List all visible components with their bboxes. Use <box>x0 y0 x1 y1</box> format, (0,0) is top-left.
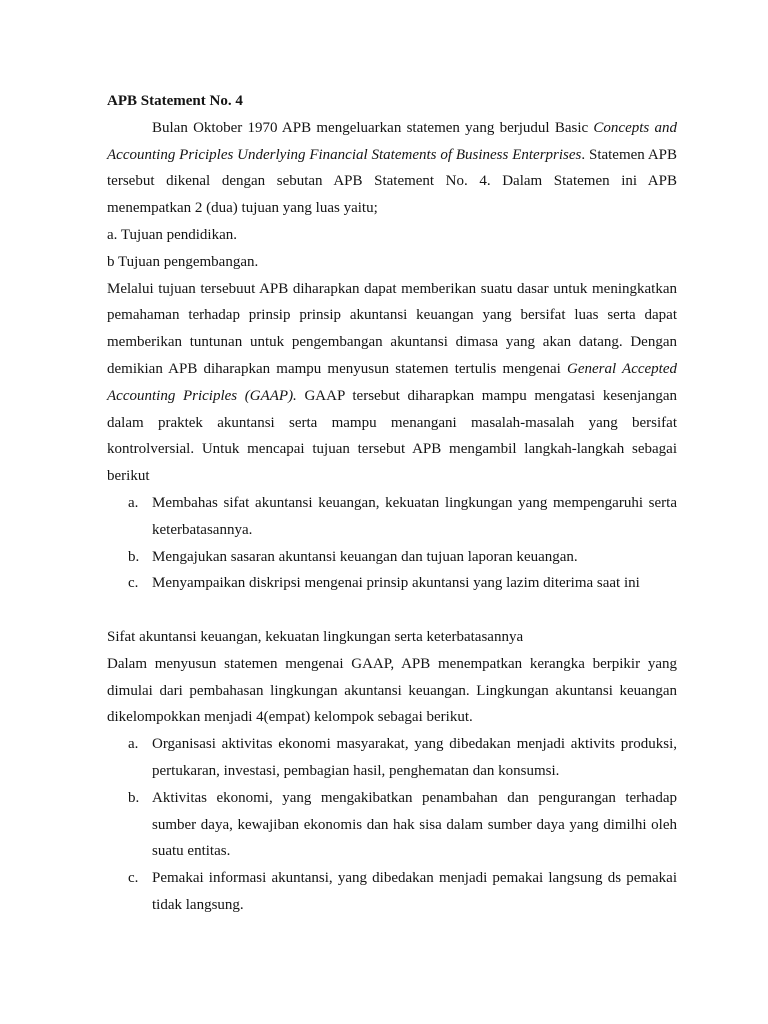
list-item <box>107 731 677 785</box>
goals-explanation-paragraph <box>107 276 677 490</box>
list-item-text: Mengajukan sasaran akuntansi keuangan dan tujuan laporan keuangan. <box>152 548 578 565</box>
list-item <box>107 785 677 865</box>
list-marker: b. <box>128 789 140 806</box>
section-paragraph: Dalam menyusun statemen mengenai GAAP, APB menempatkan kerangka berpikir yang dimulai dari pembahasan lingkungan akuntansi keuangan. Lingkungan akuntansi keuangan dikelompokkan menjadi 4(empat) kelompok sebagai berikut. <box>107 655 677 726</box>
list-item-text: Organisasi aktivitas ekonomi masyarakat, yang dibedakan menjadi aktivits produksi, pertukaran, investasi, pembagian hasil, penghematan dan konsumsi. <box>152 736 677 779</box>
goal-item: a. Tujuan pendidikan. <box>107 226 237 243</box>
list-marker: a. <box>128 736 139 753</box>
para2-text-after: GAAP tersebut diharapkan mampu mengatasi kesenjangan dalam praktek akuntansi serta mampu menangani masalah-masalah yang bersifat kontrolversial. Untuk mencapai tujuan tersebut APB mengambil langkah-langkah sebagai berikut <box>107 387 677 485</box>
list-item-text: Menyampaikan diskripsi mengenai prinsip akuntansi yang lazim diterima saat ini <box>152 575 640 592</box>
intro-text-after: . Statemen APB tersebut dikenal dengan sebutan APB Statement No. 4. Dalam Statemen ini APB menempatkan 2 (dua) tujuan yang luas yaitu; <box>107 146 677 217</box>
document-title: APB Statement No. 4 <box>107 93 243 109</box>
list-item <box>107 570 677 597</box>
list-marker: a. <box>128 494 139 511</box>
para2-text-before: Melalui tujuan tersebuut APB diharapkan dapat memberikan suatu dasar untuk meningkatkan pemahaman terhadap prinsip prinsip akuntansi keuangan yang bersifat luas serta dapat memberikan tuntunan untuk pengembangan akuntansi dimasa yang akan datang. Dengan demikian APB diharapkan mampu menyusun statemen tertulis mengenai <box>107 280 677 377</box>
steps-list <box>107 490 677 597</box>
para2-italic-gaap: General Accepted Accounting Priciples (GAAP). <box>107 360 677 404</box>
intro-italic-title: Concepts and Accounting Priciples Underlying Financial Statements of Business Enterprises <box>107 119 677 163</box>
intro-text-before: Bulan Oktober 1970 APB mengeluarkan statemen yang berjudul Basic <box>152 119 594 136</box>
list-item-text: Pemakai informasi akuntansi, yang dibedakan menjadi pemakai langsung ds pemakai tidak langsung. <box>152 870 677 913</box>
list-marker: c. <box>128 575 139 592</box>
list-item-text: Membahas sifat akuntansi keuangan, kekuatan lingkungan yang mempengaruhi serta keterbatasannya. <box>152 494 677 538</box>
list-item <box>107 865 677 919</box>
list-item <box>107 544 677 571</box>
document-body <box>107 88 677 919</box>
environment-list <box>107 731 677 919</box>
list-marker: b. <box>128 548 140 565</box>
list-item-text: Aktivitas ekonomi, yang mengakibatkan penambahan dan pengurangan terhadap sumber daya, kewajiban ekonomis dan hak sisa dalam sumber daya yang dimilhi oleh suatu entitas. <box>152 789 677 860</box>
goal-item: b Tujuan pengembangan. <box>107 253 259 270</box>
intro-paragraph <box>107 115 677 222</box>
section-heading: Sifat akuntansi keuangan, kekuatan lingkungan serta keterbatasannya <box>107 628 524 645</box>
list-item <box>107 490 677 544</box>
list-marker: c. <box>128 870 139 887</box>
